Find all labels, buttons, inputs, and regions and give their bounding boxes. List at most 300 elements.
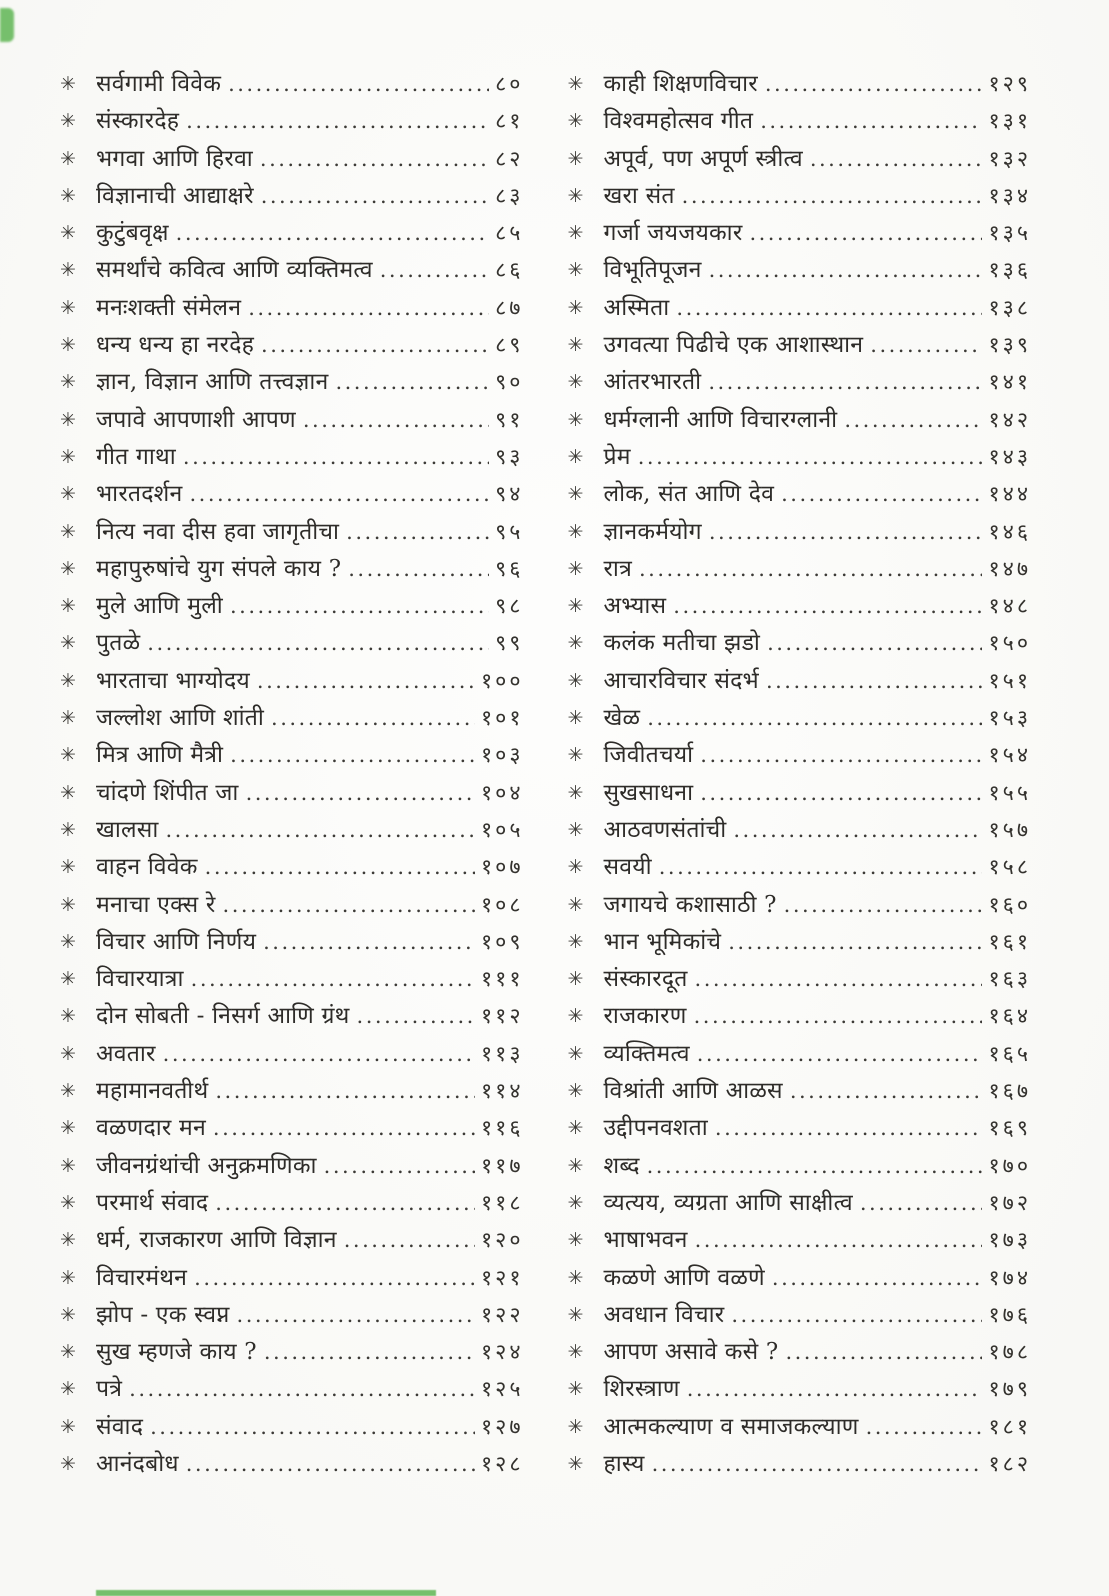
toc-entry bbox=[568, 1185, 1032, 1222]
entry-page-number: ८३ bbox=[495, 183, 524, 209]
entry-page-number: १६९ bbox=[988, 1116, 1031, 1142]
entry-page-number: ११६ bbox=[480, 1116, 524, 1142]
dotted-leader bbox=[230, 588, 489, 625]
entry-title: सर्वगामी विवेक bbox=[96, 71, 222, 97]
toc-columns bbox=[60, 66, 1031, 1483]
entry-title: अभ्यास bbox=[603, 593, 667, 620]
entry-title: विज्ञानाची आद्याक्षरे bbox=[96, 182, 254, 209]
entry-page-number: १३४ bbox=[988, 183, 1031, 209]
asterisk-bullet-icon: ✳ bbox=[60, 296, 76, 319]
asterisk-bullet-icon: ✳ bbox=[567, 1042, 584, 1065]
toc-entry bbox=[60, 476, 524, 513]
asterisk-bullet-icon: ✳ bbox=[567, 1117, 584, 1140]
asterisk-bullet-icon: ✳ bbox=[60, 1005, 76, 1028]
asterisk-bullet-icon: ✳ bbox=[60, 1080, 76, 1103]
dotted-leader bbox=[257, 663, 475, 700]
dotted-leader bbox=[380, 252, 489, 289]
asterisk-bullet-icon: ✳ bbox=[60, 371, 76, 394]
toc-entry bbox=[60, 812, 524, 849]
toc-entry bbox=[568, 364, 1032, 401]
entry-title: मित्र आणि मैत्री bbox=[96, 742, 224, 769]
entry-title: संस्कारदूत bbox=[603, 966, 688, 993]
entry-title: जल्लोश आणि शांती bbox=[96, 705, 265, 732]
dotted-leader bbox=[165, 812, 474, 849]
dotted-leader bbox=[215, 1073, 475, 1110]
dotted-leader bbox=[647, 700, 982, 737]
toc-entry bbox=[60, 924, 524, 961]
dotted-leader bbox=[205, 849, 475, 886]
entry-page-number: १३९ bbox=[988, 333, 1031, 359]
dotted-leader bbox=[246, 775, 475, 812]
entry-page-number: १४७ bbox=[988, 556, 1031, 582]
entry-page-number: १६५ bbox=[988, 1041, 1031, 1067]
asterisk-bullet-icon: ✳ bbox=[567, 595, 584, 618]
toc-entry bbox=[60, 775, 524, 812]
entry-page-number: १५३ bbox=[988, 706, 1031, 732]
toc-entry bbox=[568, 66, 1032, 103]
toc-entry bbox=[60, 1297, 524, 1334]
entry-page-number: १७८ bbox=[988, 1340, 1031, 1366]
dotted-leader bbox=[695, 961, 983, 998]
asterisk-bullet-icon: ✳ bbox=[567, 744, 584, 767]
dotted-leader bbox=[271, 700, 475, 737]
toc-entry bbox=[60, 1334, 524, 1371]
asterisk-bullet-icon: ✳ bbox=[567, 781, 584, 804]
dotted-leader bbox=[335, 364, 489, 401]
entry-page-number: ११७ bbox=[480, 1153, 524, 1179]
toc-entry bbox=[60, 1185, 524, 1222]
entry-page-number: १०३ bbox=[480, 743, 524, 769]
asterisk-bullet-icon: ✳ bbox=[60, 147, 76, 170]
asterisk-bullet-icon: ✳ bbox=[567, 1415, 584, 1438]
entry-title: राजकारण bbox=[603, 1003, 687, 1030]
entry-page-number: १०९ bbox=[480, 929, 524, 955]
entry-title: खेळ bbox=[603, 705, 641, 732]
asterisk-bullet-icon: ✳ bbox=[60, 818, 76, 841]
dotted-leader bbox=[700, 737, 982, 774]
entry-page-number: १२९ bbox=[988, 72, 1031, 97]
asterisk-bullet-icon: ✳ bbox=[567, 520, 584, 543]
scan-artifact-green-mark-top bbox=[0, 8, 14, 42]
asterisk-bullet-icon: ✳ bbox=[60, 110, 76, 133]
entry-page-number: ११३ bbox=[480, 1041, 524, 1067]
dotted-leader bbox=[150, 1409, 475, 1446]
asterisk-bullet-icon: ✳ bbox=[60, 1229, 76, 1252]
asterisk-bullet-icon: ✳ bbox=[567, 818, 584, 841]
toc-entry bbox=[568, 887, 1032, 924]
dotted-leader bbox=[357, 998, 475, 1035]
asterisk-bullet-icon: ✳ bbox=[60, 1154, 76, 1177]
scan-artifact-green-mark-bottom bbox=[96, 1590, 436, 1596]
entry-title: आनंदबोध bbox=[96, 1450, 179, 1477]
toc-entry bbox=[568, 961, 1032, 998]
asterisk-bullet-icon: ✳ bbox=[567, 483, 584, 506]
entry-title: भाषाभवन bbox=[603, 1227, 688, 1254]
entry-page-number: १७२ bbox=[988, 1190, 1031, 1216]
entry-page-number: १४३ bbox=[988, 444, 1031, 470]
entry-page-number: १७० bbox=[988, 1153, 1031, 1179]
asterisk-bullet-icon: ✳ bbox=[567, 1266, 584, 1289]
dotted-leader bbox=[147, 625, 489, 662]
entry-title: मनाचा एक्स रे bbox=[96, 891, 216, 918]
entry-title: चांदणे शिंपीत जा bbox=[96, 779, 239, 806]
asterisk-bullet-icon: ✳ bbox=[60, 184, 76, 207]
entry-title: सुखसाधना bbox=[603, 779, 694, 806]
dotted-leader bbox=[700, 775, 982, 812]
dotted-leader bbox=[191, 961, 475, 998]
toc-entry bbox=[60, 625, 524, 662]
toc-entry bbox=[568, 737, 1032, 774]
toc-entry bbox=[60, 1260, 524, 1297]
toc-entry bbox=[60, 402, 524, 439]
dotted-leader bbox=[346, 514, 489, 551]
entry-title: विचारमंथन bbox=[96, 1264, 188, 1291]
entry-page-number: १२८ bbox=[480, 1451, 524, 1477]
dotted-leader bbox=[230, 737, 475, 774]
asterisk-bullet-icon: ✳ bbox=[567, 334, 584, 357]
dotted-leader bbox=[866, 1409, 983, 1446]
asterisk-bullet-icon: ✳ bbox=[60, 1042, 76, 1065]
entry-page-number: १४४ bbox=[988, 482, 1031, 508]
asterisk-bullet-icon: ✳ bbox=[567, 408, 584, 431]
entry-title: समर्थांचे कवित्व आणि व्यक्तिमत्व bbox=[96, 257, 373, 284]
toc-entry bbox=[568, 588, 1032, 625]
entry-page-number: १०८ bbox=[480, 892, 524, 918]
toc-entry bbox=[568, 812, 1032, 849]
toc-entry bbox=[568, 215, 1032, 252]
toc-entry bbox=[60, 700, 524, 737]
entry-title: संवाद bbox=[96, 1413, 144, 1440]
toc-entry bbox=[568, 290, 1032, 327]
dotted-leader bbox=[237, 1297, 475, 1334]
entry-title: आंतरभारती bbox=[603, 369, 702, 396]
asterisk-bullet-icon: ✳ bbox=[60, 483, 76, 506]
dotted-leader bbox=[215, 1185, 475, 1222]
toc-entry bbox=[60, 1409, 524, 1446]
toc-entry bbox=[568, 141, 1032, 178]
toc-entry bbox=[60, 663, 524, 700]
dotted-leader bbox=[728, 924, 982, 961]
asterisk-bullet-icon: ✳ bbox=[567, 1341, 584, 1364]
asterisk-bullet-icon: ✳ bbox=[60, 595, 76, 618]
entry-title: सुख म्हणजे काय ? bbox=[96, 1339, 257, 1366]
entry-page-number: १३६ bbox=[988, 258, 1031, 284]
entry-title: जीवनग्रंथांची अनुक्रमणिका bbox=[96, 1152, 317, 1179]
entry-page-number: ११४ bbox=[480, 1079, 524, 1105]
dotted-leader bbox=[186, 103, 489, 140]
entry-page-number: १२१ bbox=[480, 1265, 524, 1291]
entry-title: भगवा आणि हिरवा bbox=[96, 145, 253, 172]
asterisk-bullet-icon: ✳ bbox=[60, 259, 76, 282]
entry-page-number: १७४ bbox=[988, 1265, 1031, 1291]
toc-entry bbox=[60, 551, 524, 588]
dotted-leader bbox=[189, 476, 489, 513]
entry-page-number: १२४ bbox=[480, 1340, 524, 1366]
entry-title: काही शिक्षणविचार bbox=[603, 71, 758, 97]
dotted-leader bbox=[129, 1371, 475, 1408]
entry-page-number: ८६ bbox=[495, 258, 524, 284]
dotted-leader bbox=[263, 924, 475, 961]
dotted-leader bbox=[248, 290, 489, 327]
asterisk-bullet-icon: ✳ bbox=[567, 1005, 584, 1028]
dotted-leader bbox=[697, 1036, 983, 1073]
entry-page-number: १४८ bbox=[988, 594, 1031, 620]
dotted-leader bbox=[694, 998, 983, 1035]
entry-page-number: ११८ bbox=[480, 1190, 524, 1216]
entry-title: विश्वमहोत्सव गीत bbox=[603, 108, 754, 135]
asterisk-bullet-icon: ✳ bbox=[567, 259, 584, 282]
asterisk-bullet-icon: ✳ bbox=[567, 632, 584, 655]
toc-entry bbox=[568, 663, 1032, 700]
entry-title: कुटुंबवृक्ष bbox=[96, 220, 169, 247]
dotted-leader bbox=[765, 66, 983, 103]
asterisk-bullet-icon: ✳ bbox=[567, 1378, 584, 1401]
entry-title: भारताचा भाग्योदय bbox=[96, 667, 250, 694]
asterisk-bullet-icon: ✳ bbox=[567, 893, 584, 916]
toc-entry bbox=[568, 700, 1032, 737]
dotted-leader bbox=[261, 327, 489, 364]
entry-title: धन्य धन्य हा नरदेह bbox=[96, 332, 255, 359]
toc-entry bbox=[60, 1036, 524, 1073]
entry-page-number: १०४ bbox=[480, 780, 524, 806]
toc-left-column bbox=[60, 66, 524, 1483]
entry-page-number: ८९ bbox=[495, 333, 524, 359]
entry-page-number: ११२ bbox=[480, 1004, 524, 1030]
toc-entry bbox=[60, 1371, 524, 1408]
dotted-leader bbox=[673, 588, 982, 625]
entry-page-number: ८२ bbox=[495, 146, 524, 172]
entry-page-number: १२० bbox=[480, 1228, 524, 1254]
toc-entry bbox=[60, 887, 524, 924]
entry-page-number: १५८ bbox=[988, 855, 1031, 881]
dotted-leader bbox=[639, 551, 982, 588]
toc-entry bbox=[568, 252, 1032, 289]
asterisk-bullet-icon: ✳ bbox=[60, 1415, 76, 1438]
asterisk-bullet-icon: ✳ bbox=[60, 669, 76, 692]
toc-entry bbox=[60, 1446, 524, 1483]
dotted-leader bbox=[772, 1260, 983, 1297]
entry-page-number: ९४ bbox=[495, 482, 524, 508]
entry-title: खरा संत bbox=[603, 182, 675, 209]
entry-title: खालसा bbox=[96, 816, 159, 843]
entry-page-number: १५४ bbox=[988, 743, 1031, 769]
dotted-leader bbox=[264, 1334, 475, 1371]
entry-title: प्रेम bbox=[603, 443, 631, 470]
toc-entry bbox=[60, 327, 524, 364]
entry-title: अवधान विचार bbox=[603, 1301, 725, 1328]
toc-entry bbox=[60, 849, 524, 886]
toc-entry bbox=[60, 215, 524, 252]
entry-page-number: ८० bbox=[495, 72, 524, 97]
toc-entry bbox=[60, 1148, 524, 1185]
toc-entry bbox=[60, 1110, 524, 1147]
dotted-leader bbox=[715, 1110, 983, 1147]
toc-right-column bbox=[568, 66, 1032, 1483]
entry-title: कलंक मतीचा झडो bbox=[603, 630, 761, 657]
entry-title: संस्कारदेह bbox=[96, 108, 180, 135]
asterisk-bullet-icon: ✳ bbox=[60, 893, 76, 916]
asterisk-bullet-icon: ✳ bbox=[567, 73, 584, 95]
toc-entry bbox=[60, 141, 524, 178]
asterisk-bullet-icon: ✳ bbox=[567, 222, 584, 245]
toc-entry bbox=[60, 439, 524, 476]
entry-page-number: १६० bbox=[988, 892, 1031, 918]
dotted-leader bbox=[348, 551, 489, 588]
entry-title: दोन सोबती - निसर्ग आणि ग्रंथ bbox=[96, 1003, 350, 1030]
entry-page-number: १६१ bbox=[988, 929, 1031, 955]
entry-page-number: १०५ bbox=[480, 817, 524, 843]
toc-entry bbox=[568, 402, 1032, 439]
toc-entry bbox=[568, 849, 1032, 886]
asterisk-bullet-icon: ✳ bbox=[567, 1229, 584, 1252]
dotted-leader bbox=[749, 215, 982, 252]
asterisk-bullet-icon: ✳ bbox=[60, 408, 76, 431]
toc-entry bbox=[568, 775, 1032, 812]
dotted-leader bbox=[194, 1260, 475, 1297]
entry-title: वळणदार मन bbox=[96, 1115, 206, 1142]
dotted-leader bbox=[638, 439, 983, 476]
entry-page-number: ९० bbox=[495, 370, 524, 396]
entry-page-number: १०० bbox=[480, 668, 524, 694]
entry-title: पत्रे bbox=[96, 1376, 123, 1403]
toc-entry bbox=[568, 924, 1032, 961]
asterisk-bullet-icon: ✳ bbox=[60, 1378, 76, 1401]
entry-page-number: १३१ bbox=[988, 109, 1031, 135]
entry-title: धर्मग्लानी आणि विचारग्लानी bbox=[603, 406, 838, 433]
entry-page-number: १३२ bbox=[988, 146, 1031, 172]
asterisk-bullet-icon: ✳ bbox=[567, 110, 584, 133]
entry-title: विश्रांती आणि आळस bbox=[603, 1078, 783, 1105]
asterisk-bullet-icon: ✳ bbox=[60, 1341, 76, 1364]
entry-page-number: ८७ bbox=[495, 295, 524, 321]
entry-title: अवतार bbox=[96, 1040, 156, 1067]
asterisk-bullet-icon: ✳ bbox=[567, 147, 584, 170]
asterisk-bullet-icon: ✳ bbox=[60, 1117, 76, 1140]
entry-title: ज्ञानकर्मयोग bbox=[603, 518, 702, 545]
dotted-leader bbox=[687, 1371, 983, 1408]
entry-title: शिरस्त्राण bbox=[603, 1376, 680, 1403]
toc-entry bbox=[568, 1371, 1032, 1408]
asterisk-bullet-icon: ✳ bbox=[60, 1452, 76, 1475]
asterisk-bullet-icon: ✳ bbox=[60, 445, 76, 468]
entry-title: हास्य bbox=[603, 1450, 645, 1477]
dotted-leader bbox=[767, 625, 982, 662]
asterisk-bullet-icon: ✳ bbox=[60, 334, 76, 357]
dotted-leader bbox=[784, 887, 983, 924]
asterisk-bullet-icon: ✳ bbox=[60, 930, 76, 953]
entry-page-number: ९८ bbox=[495, 594, 524, 620]
entry-title: भान भूमिकांचे bbox=[603, 928, 722, 955]
toc-entry bbox=[568, 514, 1032, 551]
asterisk-bullet-icon: ✳ bbox=[60, 968, 76, 991]
dotted-leader bbox=[810, 141, 983, 178]
dotted-leader bbox=[163, 1036, 475, 1073]
toc-entry bbox=[568, 1110, 1032, 1147]
toc-entry bbox=[60, 252, 524, 289]
toc-entry bbox=[568, 439, 1032, 476]
entry-page-number: ९५ bbox=[495, 519, 524, 545]
entry-title: जगायचे कशासाठी ? bbox=[603, 891, 777, 918]
dotted-leader bbox=[766, 663, 983, 700]
entry-title: जिवीतचर्या bbox=[603, 742, 694, 769]
toc-entry bbox=[60, 178, 524, 215]
toc-entry bbox=[568, 1222, 1032, 1259]
toc-entry bbox=[568, 1334, 1032, 1371]
toc-entry bbox=[568, 551, 1032, 588]
toc-entry bbox=[60, 737, 524, 774]
entry-title: विभूतिपूजन bbox=[603, 257, 702, 284]
entry-page-number: १५५ bbox=[988, 780, 1031, 806]
asterisk-bullet-icon: ✳ bbox=[567, 1303, 584, 1326]
entry-page-number: १११ bbox=[480, 967, 524, 993]
toc-entry bbox=[60, 514, 524, 551]
dotted-leader bbox=[870, 327, 982, 364]
toc-entry bbox=[568, 103, 1032, 140]
dotted-leader bbox=[790, 1073, 983, 1110]
asterisk-bullet-icon: ✳ bbox=[567, 669, 584, 692]
toc-entry bbox=[568, 1260, 1032, 1297]
asterisk-bullet-icon: ✳ bbox=[60, 632, 76, 655]
toc-entry bbox=[60, 103, 524, 140]
dotted-leader bbox=[223, 887, 475, 924]
dotted-leader bbox=[860, 1185, 983, 1222]
asterisk-bullet-icon: ✳ bbox=[567, 296, 584, 319]
entry-page-number: १६४ bbox=[988, 1004, 1031, 1030]
toc-entry bbox=[568, 178, 1032, 215]
dotted-leader bbox=[709, 514, 983, 551]
entry-title: मनःशक्ती संमेलन bbox=[96, 294, 242, 321]
entry-title: लोक, संत आणि देव bbox=[603, 481, 775, 508]
entry-page-number: १६३ bbox=[988, 967, 1031, 993]
toc-entry bbox=[60, 290, 524, 327]
entry-page-number: १२७ bbox=[480, 1414, 524, 1440]
asterisk-bullet-icon: ✳ bbox=[60, 707, 76, 730]
entry-title: अपूर्व, पण अपूर्ण स्त्रीत्व bbox=[603, 145, 803, 172]
asterisk-bullet-icon: ✳ bbox=[567, 968, 584, 991]
entry-title: विचारयात्रा bbox=[96, 966, 184, 993]
entry-title: धर्म, राजकारण आणि विज्ञान bbox=[96, 1227, 337, 1254]
toc-entry bbox=[60, 961, 524, 998]
entry-page-number: १७६ bbox=[988, 1302, 1031, 1328]
toc-entry bbox=[60, 998, 524, 1035]
entry-page-number: १८१ bbox=[988, 1414, 1031, 1440]
asterisk-bullet-icon: ✳ bbox=[567, 557, 584, 580]
dotted-leader bbox=[261, 178, 489, 215]
dotted-leader bbox=[652, 1446, 983, 1483]
entry-page-number: १४२ bbox=[988, 407, 1031, 433]
toc-entry bbox=[60, 1073, 524, 1110]
entry-page-number: १५० bbox=[988, 631, 1031, 657]
toc-entry bbox=[568, 1148, 1032, 1185]
entry-page-number: ८५ bbox=[495, 221, 524, 247]
dotted-leader bbox=[176, 215, 489, 252]
dotted-leader bbox=[228, 66, 489, 103]
entry-title: शब्द bbox=[603, 1152, 640, 1179]
entry-page-number: १३८ bbox=[988, 295, 1031, 321]
entry-page-number: ९१ bbox=[495, 407, 524, 433]
asterisk-bullet-icon: ✳ bbox=[567, 707, 584, 730]
dotted-leader bbox=[659, 849, 983, 886]
entry-page-number: १७३ bbox=[988, 1228, 1031, 1254]
entry-page-number: १५१ bbox=[988, 668, 1031, 694]
asterisk-bullet-icon: ✳ bbox=[60, 1266, 76, 1289]
dotted-leader bbox=[709, 252, 983, 289]
dotted-leader bbox=[183, 439, 489, 476]
toc-entry bbox=[568, 1073, 1032, 1110]
entry-title: उगवत्या पिढीचे एक आशास्थान bbox=[603, 332, 864, 359]
entry-page-number: १८२ bbox=[988, 1451, 1031, 1477]
toc-entry bbox=[60, 588, 524, 625]
